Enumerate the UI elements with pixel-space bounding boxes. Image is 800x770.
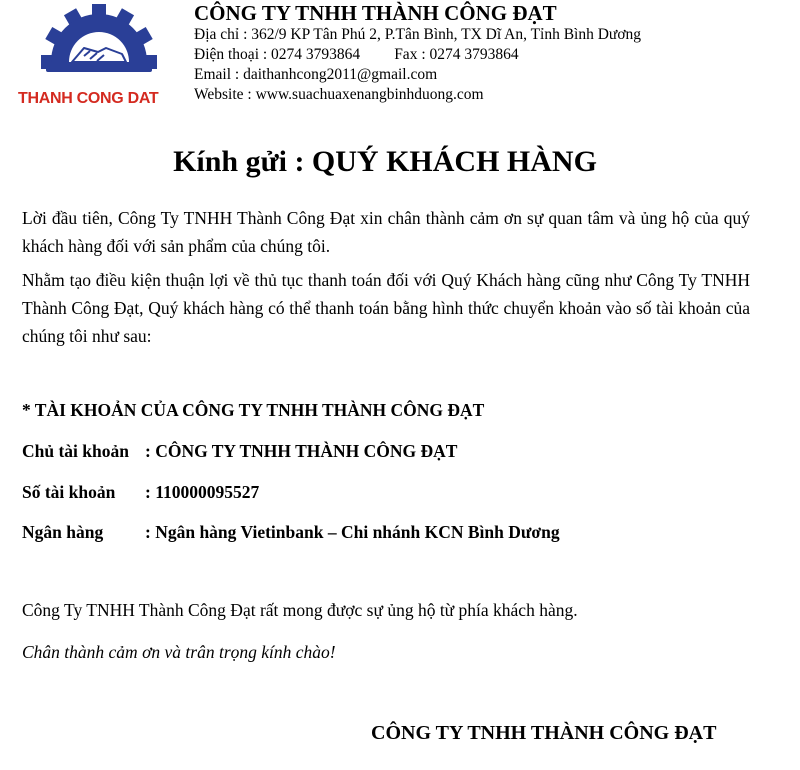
company-name: CÔNG TY TNHH THÀNH CÔNG ĐẠT — [194, 1, 557, 25]
bank-value: : Ngân hàng Vietinbank – Chi nhánh KCN Bình Dương — [145, 522, 560, 542]
account-owner-value: : CÔNG TY TNHH THÀNH CÔNG ĐẠT — [145, 441, 458, 461]
gear-handshake-icon — [32, 4, 166, 90]
company-email: Email : daithanhcong2011@gmail.com — [194, 66, 438, 83]
company-header — [194, 0, 794, 105]
account-owner-row — [22, 441, 457, 462]
bank-label: Ngân hàng — [22, 522, 104, 542]
company-address: Địa chỉ : 362/9 KP Tân Phú 2, P.Tân Bình, TX Dĩ An, Tỉnh Bình Dương — [194, 26, 642, 43]
company-logo — [14, 4, 186, 108]
signature-company: CÔNG TY TNHH THÀNH CÔNG ĐẠT — [371, 722, 717, 744]
account-title: * TÀI KHOẢN CỦA CÔNG TY TNHH THÀNH CÔNG ĐẠT — [22, 400, 485, 420]
phone-fax-line — [194, 45, 794, 65]
thanks-line: Công Ty TNHH Thành Công Đạt rất mong được sự ủng hộ từ phía khách hàng. — [22, 600, 578, 620]
account-number-value: : 110000095527 — [145, 482, 260, 502]
company-fax: Fax : 0274 3793864 — [394, 46, 519, 63]
company-website: Website : www.suachuaxenangbinhduong.com — [194, 86, 484, 103]
account-number-label: Số tài khoản — [22, 482, 116, 502]
closing-line: Chân thành cảm ơn và trân trọng kính chào! — [22, 642, 336, 662]
payment-paragraph: Nhằm tạo điều kiện thuận lợi về thủ tục thanh toán đối với Quý Khách hàng cũng như Công Ty TNHH Thành Công Đạt, Quý khách hàng có thể thanh toán bằng hình thức chuyển khoản vào số tài khoản của chúng tôi như sau: — [22, 270, 750, 346]
bank-row — [22, 522, 560, 543]
account-owner-label: Chủ tài khoản — [22, 441, 129, 461]
account-number-row — [22, 482, 259, 503]
company-phone: Điện thoại : 0274 3793864 — [194, 46, 361, 63]
greeting-heading: Kính gửi : QUÝ KHÁCH HÀNG — [173, 145, 597, 178]
logo-text: THANH CONG DAT — [18, 90, 159, 107]
intro-paragraph: Lời đầu tiên, Công Ty TNHH Thành Công Đạt xin chân thành cảm ơn sự quan tâm và ủng hộ của quý khách hàng đối với sản phẩm của chúng tôi. — [22, 208, 750, 256]
